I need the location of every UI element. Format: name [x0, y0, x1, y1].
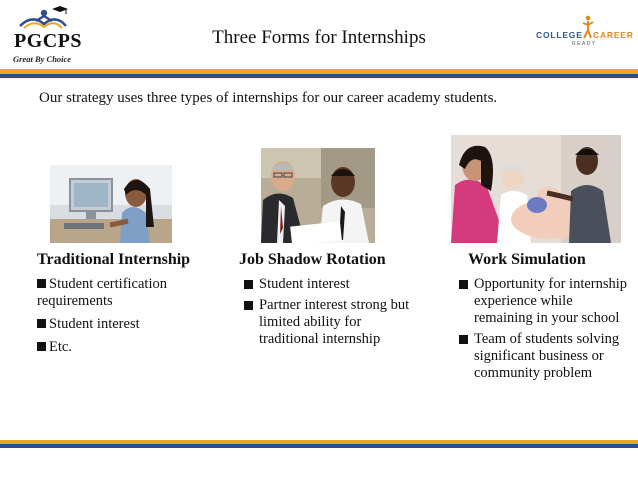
pgcps-tagline: Great By Choice: [13, 54, 72, 64]
square-bullet-icon: [37, 342, 46, 351]
header-band-blue: [0, 74, 638, 78]
intro-text: Our strategy uses three types of internships for our career academy students.: [39, 90, 498, 106]
work-simulation-photo: [451, 135, 621, 243]
ready-word: READY: [572, 41, 597, 47]
square-bullet-icon: [37, 319, 46, 328]
work-simulation-heading: Work Simulation: [468, 251, 586, 268]
list-item: Student certification requirements: [37, 276, 167, 309]
list-item: Student interest: [244, 276, 414, 293]
college-career-ready-logo: [532, 14, 632, 50]
traditional-internship-list: [37, 276, 237, 362]
square-bullet-icon: [244, 301, 253, 310]
list-item: Etc.: [37, 339, 237, 356]
square-bullet-icon: [37, 279, 46, 288]
college-word: COLLEGE: [536, 30, 583, 40]
traditional-internship-photo: [50, 165, 172, 243]
list-item: Opportunity for internship experience while remaining in your school: [459, 276, 629, 327]
square-bullet-icon: [459, 280, 468, 289]
traditional-internship-heading: Traditional Internship: [37, 251, 191, 268]
list-item: Partner interest strong but limited ability for traditional internship: [244, 297, 414, 348]
list-item: Team of students solving significant business or community problem: [459, 331, 629, 382]
job-shadow-list: [244, 276, 414, 352]
pgcps-logo-text: PGCPS: [14, 30, 83, 52]
job-shadow-heading: Job Shadow Rotation: [239, 251, 386, 268]
job-shadow-photo: [261, 148, 375, 243]
work-simulation-list: [459, 276, 629, 386]
square-bullet-icon: [244, 280, 253, 289]
page-title: Three Forms for Internships: [212, 27, 426, 48]
footer-band-blue: [0, 444, 638, 448]
list-item: Student interest: [37, 316, 237, 333]
square-bullet-icon: [459, 335, 468, 344]
career-word: CAREER: [593, 30, 634, 40]
